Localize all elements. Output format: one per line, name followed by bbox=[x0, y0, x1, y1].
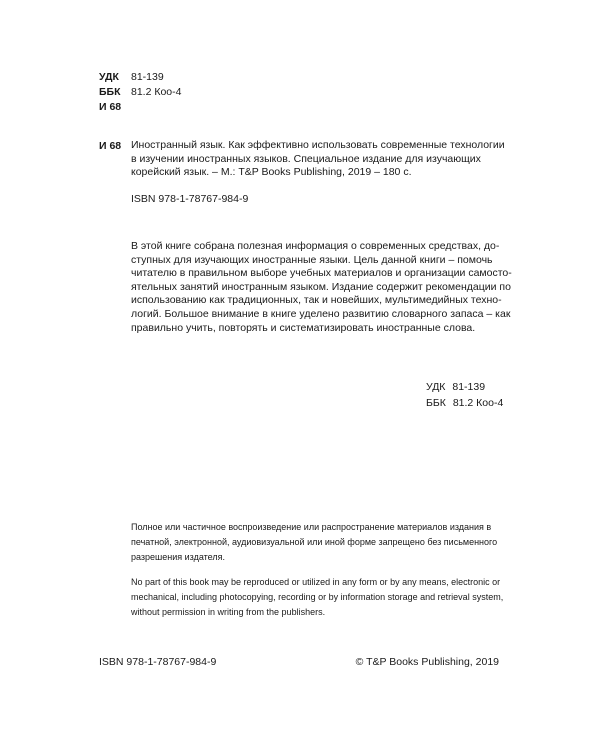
right-udc bbox=[426, 379, 506, 395]
bib-line: корейский язык. – М.: T&P Books Publishing, 2019 – 180 с. bbox=[131, 166, 412, 179]
bib-line: в изучении иностранных языков. Специальное издание для изучающих bbox=[131, 152, 481, 165]
udc-value: 81-139 bbox=[131, 71, 164, 83]
rights-ru-line: разрешения издателя. bbox=[131, 551, 226, 562]
annotation-line: ятельных занятий иностранным языком. Издание содержит рекомендации по bbox=[131, 280, 511, 293]
bib-line: Иностранный язык. Как эффективно использовать современные технологии bbox=[131, 139, 505, 151]
rights-en-line: mechanical, including photocopying, recording or by information storage and retrieval system, bbox=[131, 591, 504, 602]
rights-en-line: without permission in writing from the publishers. bbox=[131, 606, 326, 617]
right-udc-label: УДК bbox=[426, 381, 446, 393]
bbk-value: 81.2 Коо-4 bbox=[131, 86, 182, 98]
right-bbk bbox=[426, 395, 506, 411]
bib-description bbox=[131, 139, 505, 180]
rights-ru-line: печатной, электронной, аудиовизуальной или иной форме запрещено без письменного bbox=[131, 536, 498, 547]
right-bbk-label: ББК bbox=[426, 397, 446, 409]
right-udc-value: 81-139 bbox=[452, 381, 486, 393]
udc-label: УДК bbox=[99, 71, 119, 83]
annotation-line: ступных для изучающих иностранные языки. Цель данной книги – помочь bbox=[131, 253, 493, 266]
bbk-label: ББК bbox=[99, 86, 121, 98]
annotation-line: логий. Большое внимание в книге уделено развитию словарного запаса – как bbox=[131, 307, 511, 320]
footer-copyright: © T&P Books Publishing, 2019 bbox=[355, 656, 499, 668]
annotation-line: читателю в правильном выборе учебных материалов и организации самосто- bbox=[131, 267, 512, 280]
bib-author-mark: И 68 bbox=[99, 140, 122, 152]
rights-en-line: No part of this book may be reproduced or utilized in any form or by any means, electronic or bbox=[131, 577, 501, 587]
right-bbk-value: 81.2 Коо-4 bbox=[452, 397, 504, 409]
rights-notice-en bbox=[131, 575, 503, 619]
right-codes bbox=[426, 379, 506, 411]
annotation-line: В этой книге собрана полезная информация о современных средствах, до- bbox=[131, 240, 500, 252]
annotation-line: использованию как традиционных, так и новейших, мультимедийных техно- bbox=[131, 294, 502, 307]
annotation-line: правильно учить, повторять и систематизировать иностранные слова. bbox=[131, 321, 476, 334]
author-mark-label: И 68 bbox=[99, 101, 122, 113]
rights-ru-line: Полное или частичное воспроизведение или распространение материалов издания в bbox=[131, 522, 492, 532]
isbn-top: ISBN 978-1-78767-984-9 bbox=[131, 193, 249, 205]
rights-notice-ru bbox=[131, 520, 497, 564]
annotation bbox=[131, 240, 512, 335]
footer-isbn: ISBN 978-1-78767-984-9 bbox=[99, 656, 217, 668]
